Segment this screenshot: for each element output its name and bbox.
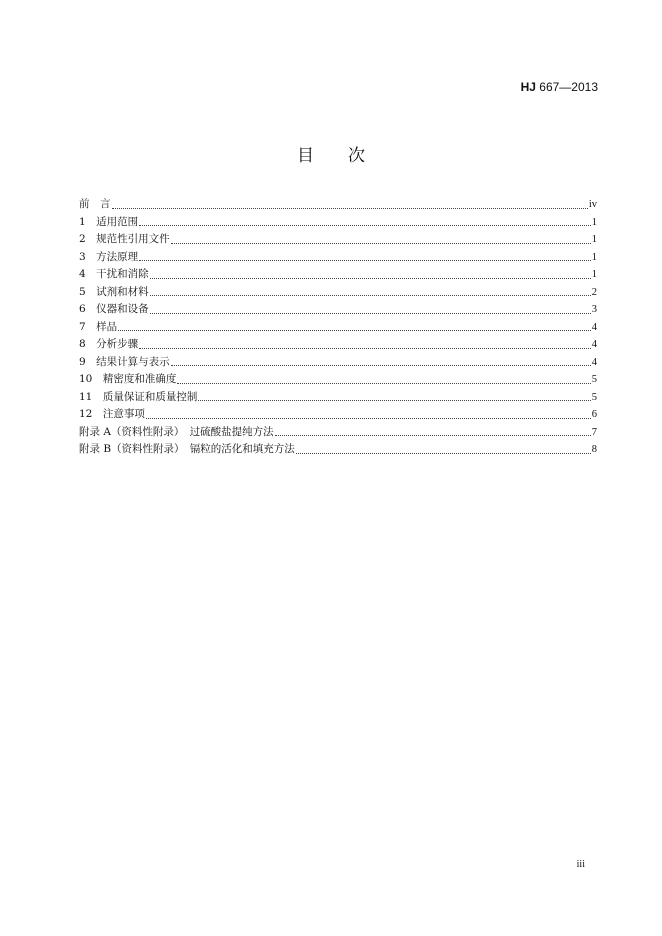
toc-entry-label: 1 适用范围 xyxy=(79,215,139,228)
toc-entry-page: 5 xyxy=(591,374,597,385)
toc-entry-label: 2 规范性引用文件 xyxy=(79,233,170,245)
toc-dot-leader xyxy=(171,365,591,366)
toc-dot-leader xyxy=(171,243,591,244)
toc-dot-leader xyxy=(146,418,591,419)
toc-entry-label: 5 试剂和材料 xyxy=(79,285,149,298)
toc-entry-label: 9 结果计算与表示 xyxy=(79,355,170,368)
toc-entry-label: 3 方法原理 xyxy=(79,250,139,263)
toc-entry-label: 12 注意事项 xyxy=(79,408,145,420)
toc-entry-page: 3 xyxy=(591,304,597,315)
toc-entry-page: 1 xyxy=(591,216,597,228)
toc-entry-page: 1 xyxy=(591,234,597,245)
page-number: iii xyxy=(576,859,585,870)
toc-entry-label: 附录 B（资料性附录） 镉粒的活化和填充方法 xyxy=(79,443,295,455)
toc-entry-3[interactable] xyxy=(79,249,597,267)
toc-dot-leader xyxy=(118,330,591,331)
toc-entry-page: 5 xyxy=(591,391,597,403)
toc-entry-page: 1 xyxy=(591,269,597,280)
toc-entry-1[interactable] xyxy=(79,214,597,232)
toc-entry-label: 前 言 xyxy=(79,198,111,210)
toc-dot-leader xyxy=(296,453,591,454)
toc-dot-leader xyxy=(198,400,590,401)
toc-entry-page: iv xyxy=(588,199,597,210)
toc-dot-leader xyxy=(275,435,591,436)
toc-entry-appendix-a[interactable] xyxy=(79,424,597,442)
toc-entry-page: 6 xyxy=(591,409,597,420)
toc-entry-appendix-b[interactable] xyxy=(79,441,597,459)
toc-entry-9[interactable] xyxy=(79,354,597,372)
toc-entry-page: 4 xyxy=(591,356,597,368)
toc-dot-leader xyxy=(150,313,591,314)
toc-entry-label: 6 仪器和设备 xyxy=(79,303,149,315)
toc-entry-11[interactable] xyxy=(79,389,597,407)
toc-entry-6[interactable] xyxy=(79,301,597,319)
toc-dot-leader xyxy=(139,260,591,261)
standard-code xyxy=(521,79,598,95)
toc-title: 目次 xyxy=(297,146,399,166)
toc-entry-label: 10 精密度和准确度 xyxy=(79,373,177,385)
toc-entry-page: 1 xyxy=(591,251,597,263)
toc-dot-leader xyxy=(177,383,590,384)
toc-entry-page: 8 xyxy=(591,444,597,455)
toc-entry-label: 7 样品 xyxy=(79,320,118,333)
toc-entry-page: 4 xyxy=(591,339,597,350)
toc-entry-7[interactable] xyxy=(79,319,597,337)
toc-dot-leader xyxy=(150,278,591,279)
toc-entry-10[interactable] xyxy=(79,371,597,389)
toc-entry-label: 4 干扰和消除 xyxy=(79,268,149,280)
toc-entry-8[interactable] xyxy=(79,336,597,354)
toc-entry-foreword[interactable] xyxy=(79,196,597,214)
toc-entry-page: 7 xyxy=(591,426,597,438)
toc-dot-leader xyxy=(150,295,591,296)
toc-entry-4[interactable] xyxy=(79,266,597,284)
toc-entry-12[interactable] xyxy=(79,406,597,424)
toc-entry-page: 2 xyxy=(591,286,597,298)
standard-code-number: 667—2013 xyxy=(535,80,598,94)
toc-entry-2[interactable] xyxy=(79,231,597,249)
standard-code-prefix: HJ xyxy=(520,80,536,94)
toc-dot-leader xyxy=(139,225,591,226)
toc-entry-label: 附录 A（资料性附录） 过硫酸盐提纯方法 xyxy=(79,425,274,438)
toc-dot-leader xyxy=(112,208,588,209)
table-of-contents xyxy=(79,196,597,459)
toc-entry-label: 8 分析步骤 xyxy=(79,338,139,350)
toc-entry-label: 11 质量保证和质量控制 xyxy=(79,390,198,403)
toc-entry-5[interactable] xyxy=(79,284,597,302)
toc-dot-leader xyxy=(139,348,591,349)
toc-entry-page: 4 xyxy=(591,321,597,333)
